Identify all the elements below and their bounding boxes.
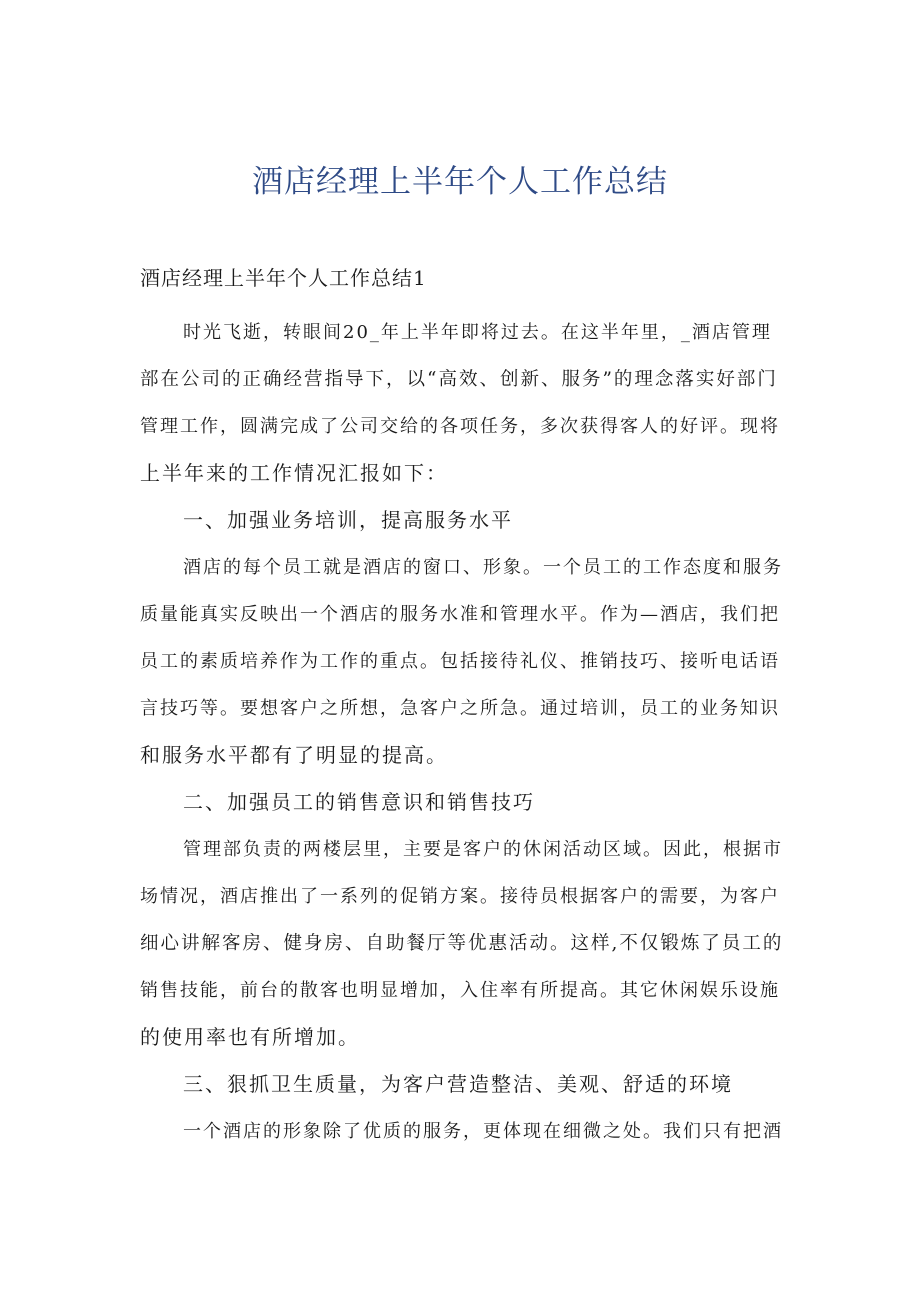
section-one-heading: 一、加强业务培训，提高服务水平 bbox=[183, 508, 513, 532]
document-body bbox=[140, 262, 785, 1155]
text-line: 部在公司的正确经营指导下，以“高效、创新、服务”的理念落实好部门 bbox=[140, 369, 778, 390]
text-line: 酒店的每个员工就是酒店的窗口、形象。一个员工的工作态度和服务 bbox=[183, 557, 783, 578]
text-line: 质量能真实反映出一个酒店的服务水准和管理水平。作为—酒店，我们把 bbox=[140, 604, 780, 625]
text-line: 管理工作，圆满完成了公司交给的各项任务，多次获得客人的好评。现将 bbox=[140, 416, 780, 437]
body-text bbox=[140, 309, 785, 1155]
section-two-heading: 二、加强员工的销售意识和销售技巧 bbox=[183, 790, 535, 814]
document-title: 酒店经理上半年个人工作总结 bbox=[252, 164, 668, 200]
section-three-heading: 三、狠抓卫生质量，为客户营造整洁、美观、舒适的环境 bbox=[183, 1072, 733, 1096]
text-line: 员工的素质培养作为工作的重点。包括接待礼仪、推销技巧、接听电话语 bbox=[140, 651, 780, 672]
text-line: 场情况，酒店推出了一系列的促销方案。接待员根据客户的需要，为客户 bbox=[140, 886, 780, 907]
text-line: 上半年来的工作情况汇报如下： bbox=[140, 461, 448, 485]
text-line: 销售技能，前台的散客也明显增加，入住率有所提高。其它休闲娱乐设施 bbox=[140, 980, 780, 1001]
section-heading: 酒店经理上半年个人工作总结1 bbox=[140, 266, 427, 290]
text-line: 言技巧等。要想客户之所想，急客户之所急。通过培训，员工的业务知识 bbox=[140, 698, 780, 719]
text-line: 管理部负责的两楼层里，主要是客户的休闲活动区域。因此，根据市 bbox=[183, 839, 783, 860]
text-line: 的使用率也有所增加。 bbox=[140, 1025, 360, 1049]
text-line: 和服务水平都有了明显的提高。 bbox=[140, 743, 448, 767]
text-line: 时光飞逝，转眼间20_年上半年即将过去。在这半年里，_酒店管理 bbox=[183, 322, 772, 343]
text-line: 一个酒店的形象除了优质的服务，更体现在细微之处。我们只有把酒 bbox=[183, 1121, 783, 1142]
text-line: 细心讲解客房、健身房、自助餐厅等优惠活动。这样,不仅锻炼了员工的 bbox=[140, 933, 784, 954]
